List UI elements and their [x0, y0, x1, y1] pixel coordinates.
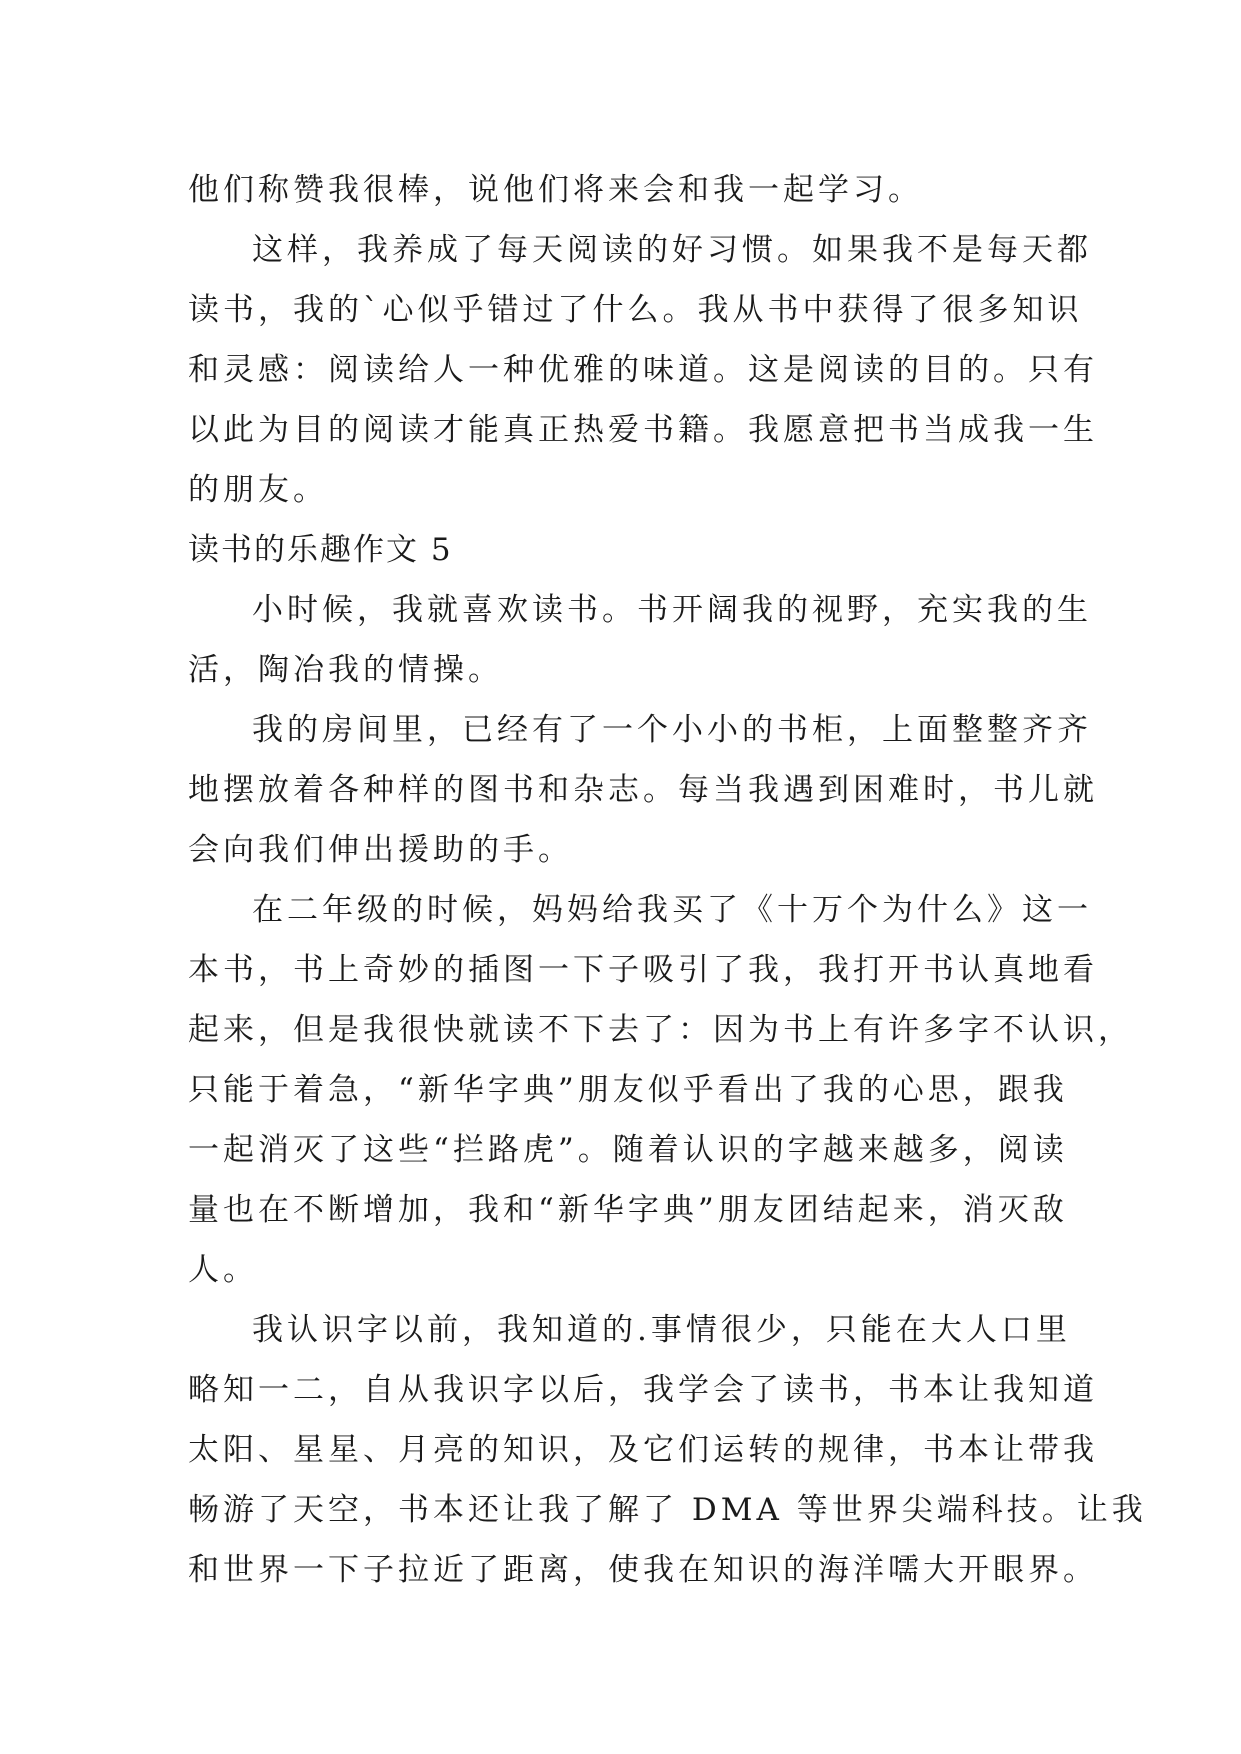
paragraph-line: 略知一二，自从我识字以后，我学会了读书，书本让我知道	[188, 1372, 1098, 1408]
paragraph	[188, 700, 1098, 880]
paragraph-line: 这样，我养成了每天阅读的好习惯。如果我不是每天都	[252, 232, 1092, 268]
paragraph	[188, 1300, 1147, 1600]
paragraph	[188, 580, 1092, 700]
paragraph	[188, 160, 1068, 220]
paragraph	[188, 220, 1098, 520]
paragraph-line: 在二年级的时候，妈妈给我买了《十万个为什么》这一	[252, 892, 1092, 928]
paragraph-line: 起来，但是我很快就读不下去了：因为书上有许多字不认识，	[188, 1012, 1133, 1048]
section-heading: 读书的乐趣作文 5	[188, 532, 453, 568]
paragraph-line: 量也在不断增加，我和“新华字典”朋友团结起来，消灭敌	[188, 1192, 1068, 1228]
paragraph-line: 他们称赞我很棒，说他们将来会和我一起学习。	[188, 172, 923, 208]
paragraph-line: 地摆放着各种样的图书和杂志。每当我遇到困难时，书儿就	[188, 772, 1098, 808]
paragraph-line: 我认识字以前，我知道的.事情很少，只能在大人口里	[252, 1312, 1071, 1348]
paragraph-line: 我的房间里，已经有了一个小小的书柜，上面整整齐齐	[252, 712, 1092, 748]
document-body	[188, 160, 1147, 1600]
paragraph-line: 一起消灭了这些“拦路虎”。随着认识的字越来越多，阅读	[188, 1132, 1068, 1168]
paragraph-line: 太阳、星星、月亮的知识，及它们运转的规律，书本让带我	[188, 1432, 1098, 1468]
paragraph-line: 只能于着急，“新华字典”朋友似乎看出了我的心思，跟我	[188, 1072, 1068, 1108]
paragraph-line: 小时候，我就喜欢读书。书开阔我的视野，充实我的生	[252, 592, 1092, 628]
paragraph-line: 畅游了天空，书本还让我了解了 DMA 等世界尖端科技。让我	[188, 1492, 1147, 1528]
paragraph-line: 读书，我的`心似乎错过了什么。我从书中获得了很多知识	[188, 292, 1083, 328]
paragraph-line: 以此为目的阅读才能真正热爱书籍。我愿意把书当成我一生	[188, 412, 1098, 448]
paragraph-line: 和世界一下子拉近了距离，使我在知识的海洋嚅大开眼界。	[188, 1552, 1098, 1588]
paragraph-line: 会向我们伸出援助的手。	[188, 832, 573, 868]
paragraph	[188, 880, 1133, 1300]
paragraph-line: 本书，书上奇妙的插图一下子吸引了我，我打开书认真地看	[188, 952, 1098, 988]
paragraph-line: 活，陶冶我的情操。	[188, 652, 503, 688]
paragraph-line: 和灵感：阅读给人一种优雅的味道。这是阅读的目的。只有	[188, 352, 1098, 388]
paragraph-line: 的朋友。	[188, 472, 328, 508]
paragraph-line: 人。	[188, 1252, 258, 1288]
